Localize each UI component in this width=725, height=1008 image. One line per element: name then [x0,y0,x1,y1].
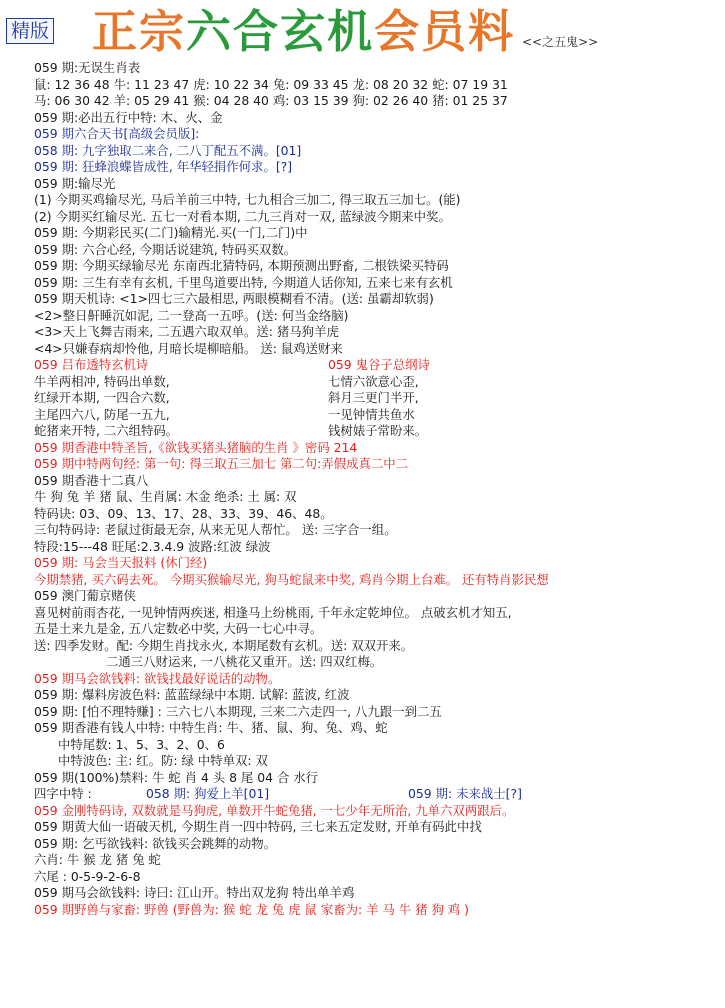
line-text: 059 期: 六合心经, 今期话说建筑, 特码买双数。 [34,241,297,257]
line-text: 送: 四季发财。配: 今期生肖找永火, 本期尾数有玄机。送: 双双开来。 [34,637,414,653]
line-text: 059 期: 乞丐欲钱料: 欲钱买会跳舞的动物。 [34,835,277,851]
content-line [34,737,724,754]
content-line [34,605,724,622]
content-line [34,539,724,556]
content-line [34,753,724,770]
line-text: 059 金刚特码诗, 双数就是马狗虎, 单数开牛蛇兔猪, 一七少年无所治, 九单六双两跟后。 [34,802,515,818]
line-text: 059 期中特两句经: 第一句: 得三取五三加七 第二句:弄假成真二中二 [34,456,409,471]
title-char: 宗 [139,5,187,58]
content-line [34,786,724,803]
content-line [34,869,724,886]
page-subtitle: <<之五鬼>> [522,35,599,49]
content-line [34,803,724,820]
line-text: 六尾 : 0-5-9-2-6-8 [34,868,141,884]
line-right-text: 059 期: 未来战士[?] [408,786,522,801]
title-char: 料 [468,5,516,58]
line-text: 马: 06 30 42 羊: 05 29 41 猴: 04 28 40 鸡: 03 15 39 狗: 02 26 40 猪: 01 25 37 [34,93,508,108]
content-line [34,275,724,292]
line-text: 蛇猪来开特, 二六组特码。 [34,423,179,438]
line-text: 059 期: [怕不理特赚] : 三六七八本期现, 三来二六走四一, 八九跟一到二五 [34,703,442,719]
line-text: 059 期六合天书[高级会员版]: [34,126,200,141]
content-line [34,225,724,242]
content-line [34,143,724,160]
line-text: 鼠: 12 36 48 牛: 11 23 47 虎: 10 22 34 兔: 09 33 45 龙: 08 20 32 蛇: 07 19 31 [34,76,508,92]
line-text: 059 期马会欲钱料: 欲钱找最好说话的动物。 [34,670,281,686]
content-line [34,126,724,143]
content-line [34,440,724,457]
content-line [34,324,724,341]
line-text: 059 期香港十二真八 [34,472,149,488]
line-text: 059 澳门葡京赌侠 [34,588,136,603]
title-char: 会 [374,5,422,58]
line-right-text: 059 鬼谷子总纲诗 [328,357,430,372]
line-text: 059 期(100%)禁料: 牛 蛇 肖 4 头 8 尾 04 合 水行 [34,769,319,785]
line-text: 今期禁猪, 买六码去死。 今期买猴输尽光, 狗马蛇鼠来中奖, 鸡肖今期上台难。 还有特肖影民想 [34,571,549,587]
content-line [34,60,724,77]
title-char: 六 [186,5,234,58]
content-line [34,242,724,259]
edition-badge: 精版 [6,18,54,44]
content-line [34,621,724,638]
content-line [34,291,724,308]
line-text: 059 期香港有钱人中特: 中特生肖: 牛、猪、鼠、狗、兔、鸡、蛇 [34,720,388,735]
line-text: 059 期香港中特圣旨,《欲钱买猪头猪脑的生肖 》密码 214 [34,439,358,455]
content-line [34,407,724,424]
line-right-text: 斜月三更门半开, [328,390,419,405]
title-char: 员 [421,5,469,58]
line-text: 喜见树前雨杏花, 一见钟情两疾迷, 相逢马上纷桃雨, 千年永定乾坤位。 点破玄机才知五, [34,604,512,620]
line-text: 中特尾数: 1、5、3、2、0、6 [58,736,225,752]
line-text: 059 吕布透特玄机诗 [34,357,149,372]
content-line [34,852,724,869]
content-line [34,176,724,193]
content-line [34,77,724,94]
line-text: 特段:15---48 旺尾:2.3.4.9 波路:红波 绿波 [34,538,271,554]
content-line [34,308,724,325]
line-text: 059 期: 三生有幸有玄机, 千里鸟道要出特, 今期道人话你知, 五来七来有玄机 [34,274,453,290]
content-line [34,588,724,605]
line-text: <3>天上飞舞吉雨来, 二五遇六取双单。送: 猪马狗羊虎 [34,324,339,339]
content-body [34,60,724,918]
content-line [34,885,724,902]
line-text: <2>整日鼾睡沉如泥, 二一登高一五呼。(送: 何当金络脑) [34,307,349,323]
content-line [34,489,724,506]
content-line [34,93,724,110]
content-line [34,159,724,176]
content-line [34,671,724,688]
line-right-text: 钱树婊子常盼来。 [328,423,428,438]
page-title [92,4,515,60]
content-line [34,423,724,440]
content-line [34,192,724,209]
title-char: 合 [233,5,281,58]
line-text: 红绿开本期, 一四合六数, [34,390,170,405]
line-text: <4>只嫌春病却怜他, 月暗长堤柳暗船。 送: 鼠鸡送财来 [34,340,343,356]
line-text: 059 期:必出五行中特: 木、火、金 [34,109,223,125]
line-text: 059 期:无误生肖表 [34,60,141,75]
line-text: 中特波色: 主: 红。防: 绿 中特单双: 双 [58,753,268,768]
line-text: 059 期: 今期买绿输尽光 东南西北猜特码, 本期预测出野畜, 二根铁梁买特码 [34,258,449,273]
line-text: 特码诀: 03、09、13、17、28、33、39、46、48。 [34,505,333,521]
content-line [34,522,724,539]
line-mid-text: 058 期: 狗爱上羊[01] [146,786,270,801]
line-text: 059 期野兽与家畜: 野兽 (野兽为: 猴 蛇 龙 兔 虎 鼠 家畜为: 羊 马 牛 猪 狗 鸡 ) [34,901,469,917]
content-line [34,720,724,737]
content-line [34,819,724,836]
line-text: 059 期: 爆料房波色料: 蓝蓝绿绿中本期. 试解: 蓝波, 红波 [34,687,350,702]
line-text: 牛羊两相冲, 特码出单数, [34,373,170,389]
content-line [34,374,724,391]
content-line [34,341,724,358]
line-text: (1) 今期买鸡输尽光, 马后羊前三中特, 七九相合三加二, 得三取五三加七。(能) [34,192,461,207]
line-text: 059 期马会欲钱料: 诗曰: 江山开。特出双龙狗 特出单羊鸡 [34,885,355,900]
content-line [34,654,724,671]
content-line [34,506,724,523]
line-text: 五是土来九是金, 五八定数必中奖, 大码一七心中寻。 [34,621,323,636]
line-text: 059 期黄大仙一语破天机, 今期生肖一四中特码, 三七来五定发财, 开单有码此中找 [34,819,482,834]
content-line [34,357,724,374]
content-line [34,209,724,226]
content-line [34,638,724,655]
title-char: 玄 [280,5,328,58]
line-text: 主尾四六八, 防尾一五九, [34,406,170,422]
content-line [34,258,724,275]
line-text: 059 期天机诗: <1>四七三六最相思, 两眼模糊看不清。(送: 虽霸却软弱) [34,291,434,306]
line-text: 059 期: 马会当天报料 (休门经) [34,555,208,570]
content-line [34,902,724,919]
line-text: 六肖: 牛 猴 龙 猪 兔 蛇 [34,852,161,867]
line-text: 二通三八财运来, 一八桃花又重开。送: 四双红梅。 [106,654,383,669]
line-right-text: 一见钟情共鱼水 [328,406,415,422]
content-line [34,390,724,407]
content-line [34,473,724,490]
content-line [34,770,724,787]
content-line [34,687,724,704]
line-right-text: 七情六欲意心歪, [328,373,419,389]
content-line [34,555,724,572]
content-line [34,456,724,473]
content-line [34,572,724,589]
line-text: 059 期: 今期彩民买(二门)输精光.买(一门,二门)中 [34,225,308,240]
title-char: 正 [92,5,140,58]
title-char: 机 [327,5,375,58]
page-header [0,0,725,62]
line-text: 059 期:输尽光 [34,175,116,191]
line-text: 四字中特 : [34,786,92,801]
content-line [34,836,724,853]
line-text: 058 期: 九字独取二来合, 二八丁配五不满。[01] [34,142,302,158]
content-line [34,110,724,127]
content-line [34,704,724,721]
line-text: 三句特码诗: 老鼠过街最无奈, 从来无见人帮忙。 送: 三字合一组。 [34,522,397,537]
line-text: 牛 狗 兔 羊 猪 鼠、生肖属: 木金 绝杀: 土 属: 双 [34,489,297,504]
line-text: 059 期: 狂蜂浪蝶皆成性, 年华轻捐作何求。[?] [34,159,293,174]
line-text: (2) 今期买红输尽光. 五七一对看本期, 二九三肖对一双, 蓝绿波今期来中奖。 [34,208,451,224]
